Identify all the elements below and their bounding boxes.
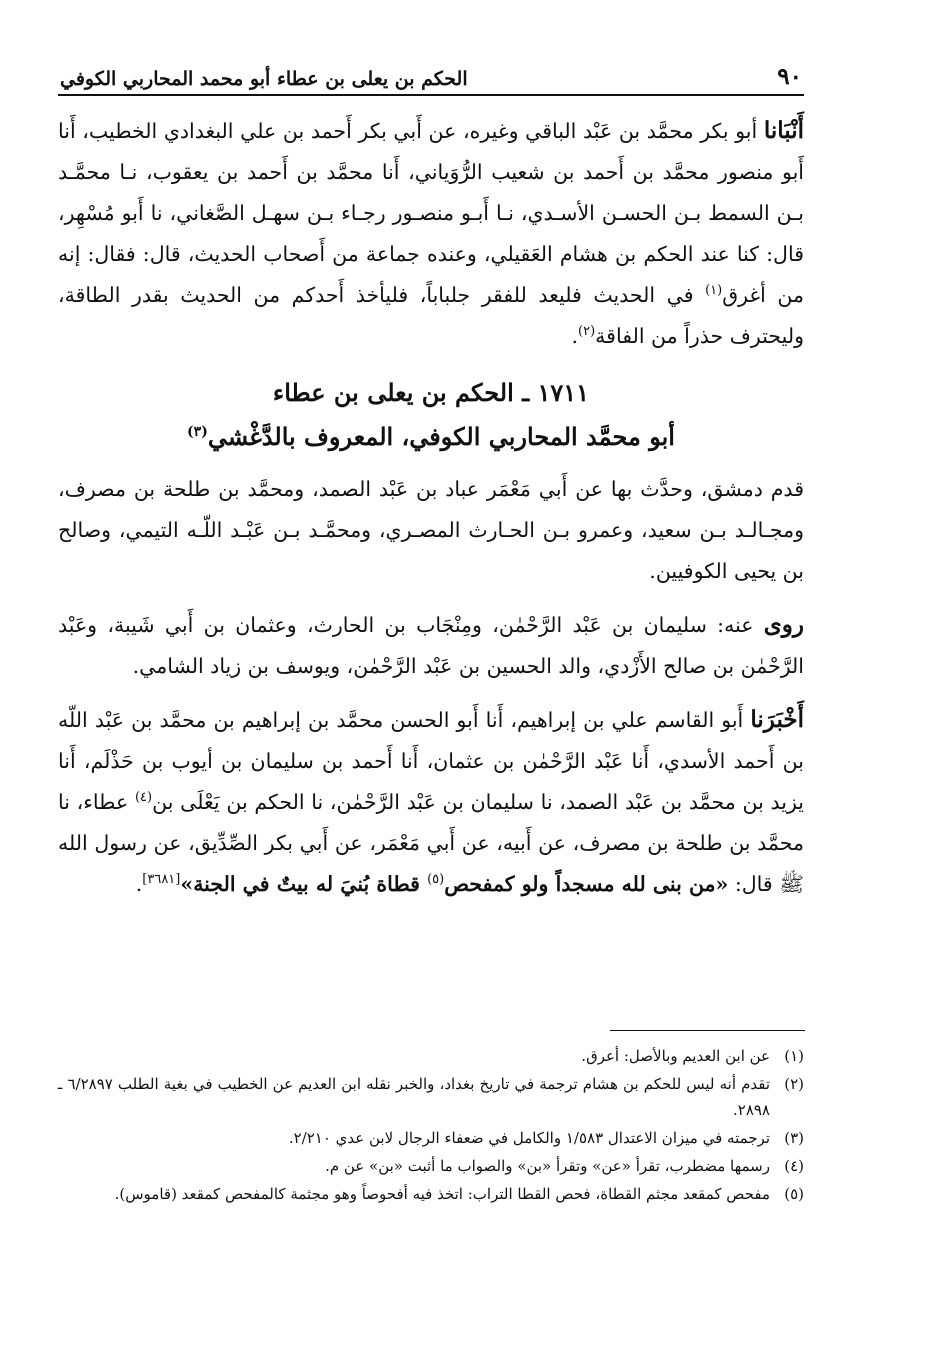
footnote-ref-2: (٢) xyxy=(578,324,596,340)
footnote-ref-5: (٥) xyxy=(427,872,445,888)
footnote-divider xyxy=(610,1030,805,1031)
footnote-text: مفحص كمقعد مجثم القطاة، فحص القطا التراب: اتخذ فيه أفحوصاً وهو مجثمة كالمفحص كمقعد (قاموس). xyxy=(114,1185,770,1203)
footnotes xyxy=(58,1043,804,1209)
footnote-ref-4: (٤) xyxy=(134,790,153,806)
paragraph-end: . xyxy=(571,324,579,348)
footnote-number: (٥) xyxy=(784,1185,804,1203)
footnote-number: (٤) xyxy=(784,1157,804,1175)
paragraph-biography xyxy=(58,469,804,592)
entry-heading xyxy=(58,371,804,459)
footnote-text: عن ابن العديم وبالأصل: أعرق. xyxy=(581,1047,770,1065)
footnote-ref-1: (١) xyxy=(705,283,723,299)
footnote-ref-3: (٣) xyxy=(187,424,208,440)
entry-heading-line-2-text: أبو محمَّد المحاربي الكوفي، المعروف بالدَّغْشي xyxy=(207,422,675,451)
footnote-item xyxy=(58,1071,804,1123)
paragraph-end: . xyxy=(135,872,143,896)
running-title: الحكم بن يعلى بن عطاء أبو محمد المحاربي الكوفي xyxy=(60,68,468,90)
hadith-quote: «من بنى لله مسجداً ولو كمفحص xyxy=(444,872,729,896)
paragraph-narrators xyxy=(58,604,804,687)
paragraph-text: في الحديث فليعد للفقر جلباباً، فليأخذ أَحدكم من الحديث بقدر الطاقة، وليحترف حذراً من الفاقة xyxy=(58,283,804,348)
footnote-item xyxy=(58,1043,804,1069)
main-text xyxy=(58,110,804,905)
footnote-text: تقدم أنه ليس للحكم بن هشام ترجمة في تاريخ بغداد، والخبر نقله ابن العديم عن الخطيب في بغية الطلب ٦/٢٨٩٧ ـ ٢٨٩٨. xyxy=(58,1075,770,1119)
footnote-number: (٢) xyxy=(784,1075,804,1093)
paragraph-isnad-2 xyxy=(58,699,804,905)
paragraph-isnad-1 xyxy=(58,110,804,357)
isnad-keyword: أَخْبَرَنا xyxy=(750,706,804,733)
entry-heading-line-2 xyxy=(58,415,804,459)
hadith-number: [٣٦٨١] xyxy=(142,872,181,888)
hadith-quote: قطاة بُنيَ له بيتٌ في الجنة» xyxy=(180,872,428,896)
footnote-item xyxy=(58,1153,804,1179)
footnote-item xyxy=(58,1181,804,1207)
page xyxy=(58,56,804,905)
isnad-keyword: أَنْبَانا xyxy=(763,117,804,144)
entry-heading-line-1: ١٧١١ ـ الحكم بن يعلى بن عطاء xyxy=(272,378,590,407)
paragraph-text: أبو بكر محمَّد بن عَبْد الباقي وغيره، عن أَبي بكر أَحمد بن علي البغدادي الخطيب، أَنا أَبو منصور محمَّد بن أَحمد بن شعيب الرُّوَياني، أَنا محمَّد بن أَحمد بن يعقوب، نـا محمَّـد بـن السمط بـن الحسـن الأسـدي، نـا أَبـو منصـور رجـاء بـن سهـل الصَّغاني، نا أَبو مُسْهِر، قال: كنا عند الحكم بن هشام العَقيلي، وعنده جماعة من أَصحاب الحديث، قال: فقال: إنه من أغرق xyxy=(58,119,804,307)
paragraph-text: عنه: سليمان بن عَبْد الرَّحْمٰن، ومِنْجَاب بن الحارث، وعثمان بن أَبي شَيبة، وعَبْد الرَّحْمٰن بن صالح الأَزْدي، والد الحسين بن عَبْد الرَّحْمٰن، ويوسف بن زياد الشامي. xyxy=(58,613,804,678)
paragraph-text: قدم دمشق، وحدَّث بها عن أَبي مَعْمَر عباد بن عَبْد الصمد، ومحمَّد بن طلحة بن مصرف، ومجـالـد بـن سعيد، وعمرو بـن الحـارث المصـري، ومحمَّـد بـن عَبْـد اللّـه التيمي، وصالح بن يحيى الكوفيين. xyxy=(58,477,804,583)
paragraph-text: أَبو القاسم علي بن إبراهيم، أَنا أَبو الحسن محمَّد بن إبراهيم بن محمَّد بن عَبْد اللّه بن أَحمد الأسدي، أَنا عَبْد الرَّحْمٰن بن عثمان، أَنا أَحمد بن سليمان بن أيوب بن حَذْلَم، أَنا يزيد بن محمَّد بن عَبْد الصمد، نا سليمان بن عَبْد الرَّحْمٰن، نا الحكم بن يَعْلَى بن xyxy=(58,708,804,814)
footnote-item xyxy=(58,1125,804,1151)
footnote-text: رسمها مضطرب، تقرأ «عن» وتقرأ «بن» والصواب ما أثبت «بن» عن م. xyxy=(325,1157,770,1175)
running-header xyxy=(58,56,804,96)
footnote-number: (٣) xyxy=(784,1129,804,1147)
paragraph-text: عطاء، نا محمَّد بن طلحة بن مصرف، عن أَبيه، عن أَبي مَعْمَر، عن أَبي بكر الصِّدِّيق، عن رسول الله ﷺ قال: xyxy=(58,790,804,896)
page-number: ٩٠ xyxy=(777,63,802,90)
footnote-number: (١) xyxy=(784,1047,804,1065)
narrators-keyword: روى xyxy=(763,611,804,638)
footnote-text: ترجمته في ميزان الاعتدال ١/٥٨٣ والكامل في ضعفاء الرجال لابن عدي ٢/٢١٠. xyxy=(288,1129,770,1147)
